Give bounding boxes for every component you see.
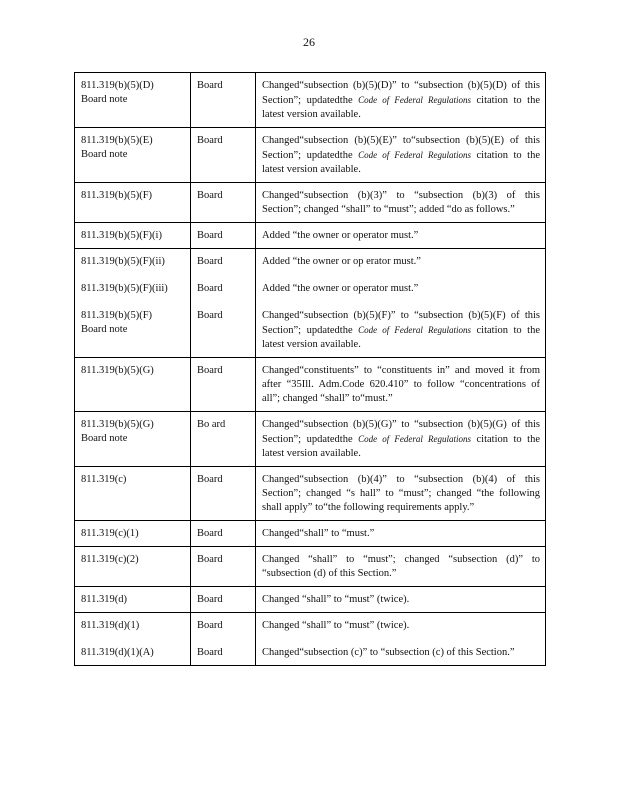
section-cell (75, 73, 191, 128)
board-note-label: Board note (81, 433, 128, 444)
section-label-group (81, 309, 185, 337)
section-label: 811.319(d)(1)(A) (81, 647, 154, 658)
change-cell: Changed “shall” to “must” (twice). (256, 587, 546, 613)
agency-cell: Bo ard (191, 412, 256, 467)
board-note-label: Board note (81, 94, 128, 105)
change-text: citation to the latest version available. (262, 434, 540, 459)
agency-cell: Board (191, 521, 256, 547)
change-cell: Changed“constituents” to “constituents in” and moved it from after “35Ill. Adm.Code 620.410” to follow “concentrations of all”; changed “shall” to“must.” (256, 358, 546, 412)
section-label: 811.319(b)(5)(D) (81, 80, 154, 91)
change-text: Added “the owner or operator must.” (262, 283, 419, 294)
change-cell: Changed“subsection (b)(3)” to “subsection (b)(3) of this Section”; changed “shall” to “must”; added “do as follows.” (256, 183, 546, 223)
citation-title: Code of Federal Regulations (358, 95, 471, 105)
change-cell (256, 73, 546, 128)
change-cell (256, 249, 546, 358)
change-text: Changed“subsection (b)(5)(D)” to “subsection (b)(5)(D) of this Section”; updatedthe (262, 80, 540, 106)
board-note-label: Board note (81, 324, 128, 335)
change-cell (256, 412, 546, 467)
table-row (75, 521, 546, 547)
change-text: citation to the latest version available. (262, 95, 540, 120)
citation-title: Code of Federal Regulations (358, 325, 471, 335)
table-row (75, 547, 546, 587)
agency-label: Board (197, 256, 223, 267)
agency-cell: Board (191, 183, 256, 223)
change-text: citation to the latest version available. (262, 325, 540, 350)
section-cell: 811.319(c) (75, 467, 191, 521)
section-label: 811.319(b)(5)(F) (81, 310, 153, 321)
change-text: Changed“subsection (b)(5)(F)” to “subsection (b)(5)(F) of this Section”; updatedthe (262, 310, 540, 336)
agency-cell (191, 613, 256, 666)
page-number: 26 (303, 35, 315, 49)
agency-label: Board (197, 283, 223, 294)
change-cell (256, 613, 546, 666)
change-text-group (262, 309, 540, 352)
table-row (75, 223, 546, 249)
agency-cell: Board (191, 587, 256, 613)
change-text: citation to the latest version available. (262, 150, 540, 175)
section-cell: 811.319(d) (75, 587, 191, 613)
change-cell: Changed“shall” to “must.” (256, 521, 546, 547)
amendments-table (74, 72, 546, 666)
section-cell (75, 128, 191, 183)
change-text: Changed“subsection (b)(5)(G)” to “subsection (b)(5)(G) of this Section”; updatedthe (262, 419, 540, 445)
section-cell: 811.319(c)(1) (75, 521, 191, 547)
table-row (75, 128, 546, 183)
board-note-label: Board note (81, 149, 128, 160)
agency-cell (191, 249, 256, 358)
agency-label: Board (197, 647, 223, 658)
agency-label: Board (197, 310, 223, 321)
section-cell (75, 613, 191, 666)
agency-cell: Board (191, 73, 256, 128)
section-cell: 811.319(b)(5)(F)(i) (75, 223, 191, 249)
change-text: Changed“subsection (c)” to “subsection (c) of this Section.” (262, 647, 515, 658)
section-label: 811.319(d)(1) (81, 620, 140, 631)
table-row (75, 249, 546, 358)
agency-cell: Board (191, 128, 256, 183)
change-cell: Added “the owner or operator must.” (256, 223, 546, 249)
citation-title: Code of Federal Regulations (358, 150, 471, 160)
section-label: 811.319(b)(5)(E) (81, 135, 153, 146)
section-cell (75, 412, 191, 467)
agency-label: Board (197, 620, 223, 631)
section-label: 811.319(b)(5)(F)(iii) (81, 283, 168, 294)
table-row (75, 183, 546, 223)
table-row (75, 587, 546, 613)
change-text: Changed “shall” to “must” (twice). (262, 620, 410, 631)
table-row (75, 412, 546, 467)
change-cell: Changed “shall” to “must”; changed “subsection (d)” to “subsection (d) of this Section.” (256, 547, 546, 587)
table-row (75, 73, 546, 128)
table-row (75, 467, 546, 521)
table-row (75, 613, 546, 666)
agency-cell: Board (191, 467, 256, 521)
change-text: Changed“subsection (b)(5)(E)” to“subsection (b)(5)(E) of this Section”; updatedthe (262, 135, 540, 161)
citation-title: Code of Federal Regulations (358, 434, 471, 444)
agency-cell: Board (191, 358, 256, 412)
section-label: 811.319(b)(5)(G) (81, 419, 154, 430)
section-cell: 811.319(c)(2) (75, 547, 191, 587)
table-row (75, 358, 546, 412)
agency-cell: Board (191, 547, 256, 587)
agency-cell: Board (191, 223, 256, 249)
change-text: Added “the owner or op erator must.” (262, 256, 421, 267)
section-label: 811.319(b)(5)(F)(ii) (81, 256, 165, 267)
section-cell: 811.319(b)(5)(G) (75, 358, 191, 412)
section-cell: 811.319(b)(5)(F) (75, 183, 191, 223)
change-cell: Changed“subsection (b)(4)” to “subsection (b)(4) of this Section”; changed “s hall” to “must”; changed “the following shall apply” to“the following requirements apply.” (256, 467, 546, 521)
section-cell (75, 249, 191, 358)
change-cell (256, 128, 546, 183)
